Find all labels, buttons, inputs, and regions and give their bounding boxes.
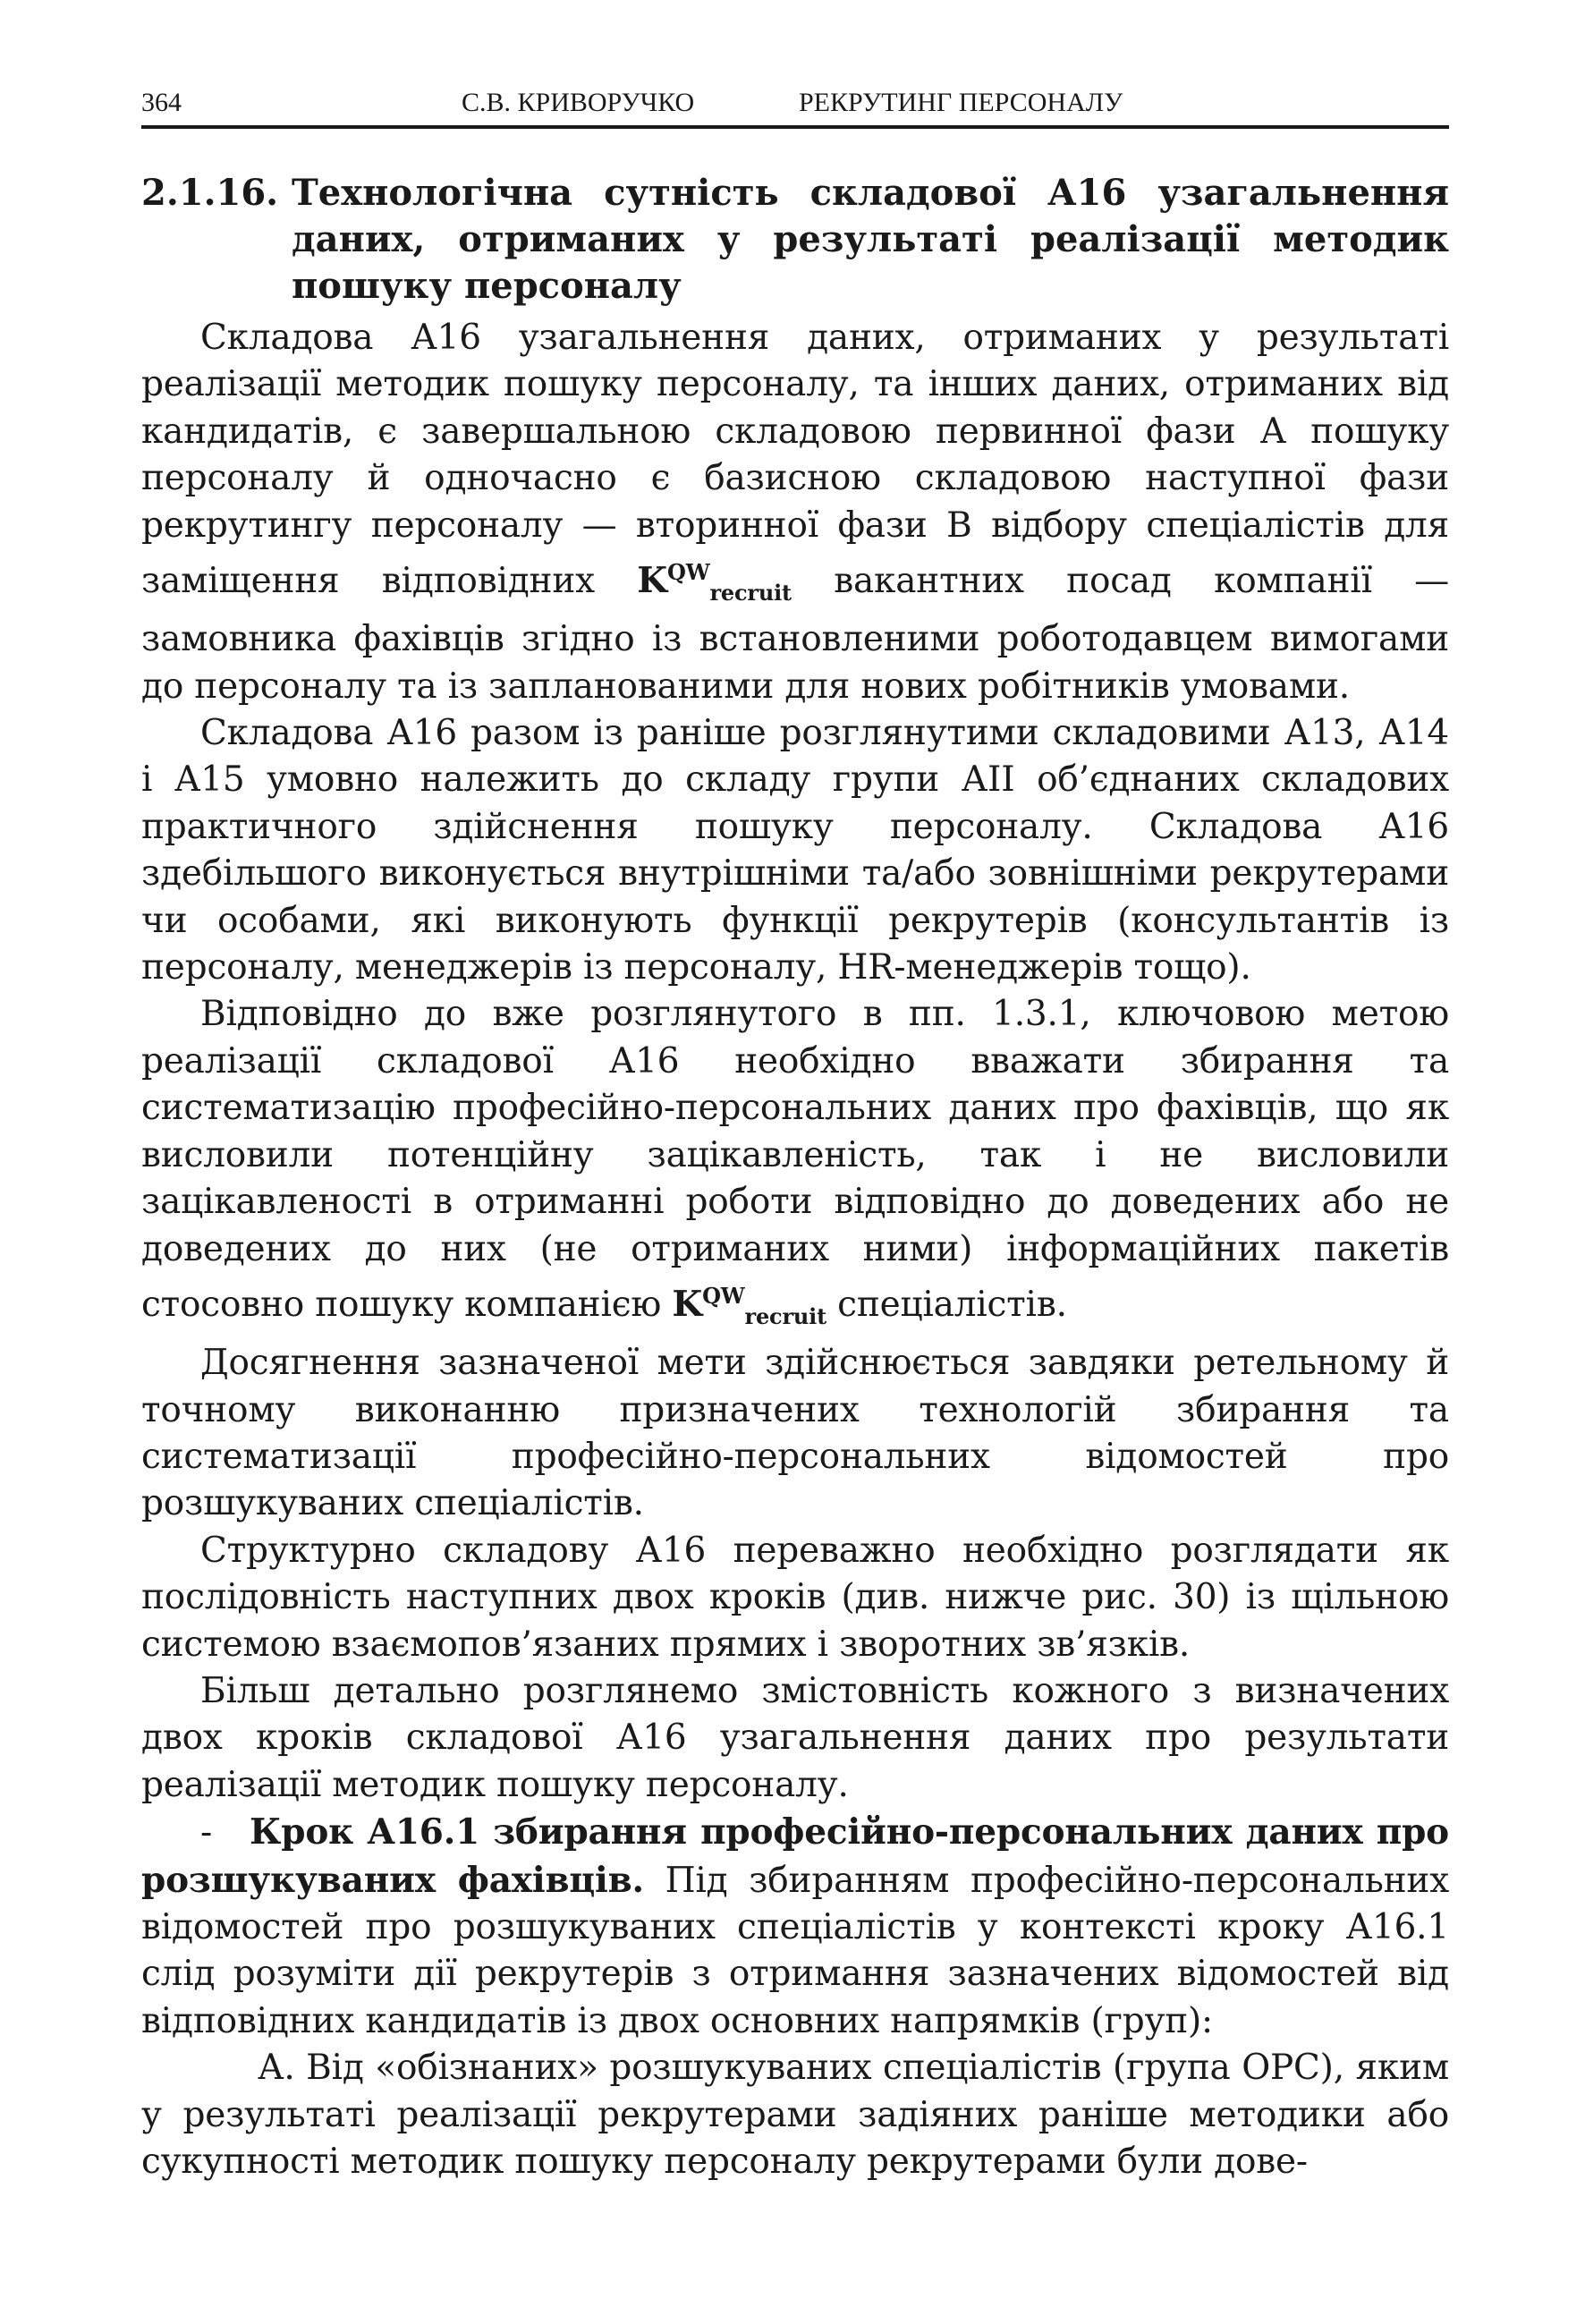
symbol-sub: recruit <box>744 1302 826 1329</box>
paragraph-6: Більш детально розглянемо змістовність кожного з визначених двох кроків складової А16 узагальнення даних про результати реалізації методик пошуку персоналу. <box>141 1670 1449 1805</box>
header-book-title: РЕКРУТИНГ ПЕРСОНАЛУ <box>799 88 1123 117</box>
paragraph-3 <box>141 991 1449 1340</box>
symbol-sup: QW <box>702 1282 745 1309</box>
paragraph-8: А. Від «обізнаних» розшукуваних спеціалістів (група ОРС), яким у результаті реалізації рекрутерами задіяних раніше методики або сукупності методик пошуку персоналу рекрутерами були дове- <box>141 2048 1449 2183</box>
symbol-sup: QW <box>666 559 710 586</box>
step-a16-1-title: Крок А16.1 збирання професійно-персональних даних про розшукуваних фахівців. <box>141 1811 1449 1901</box>
paragraph-1-part-a: Складова А16 узагальнення даних, отриманих у результаті реалізації методик пошуку персоналу, та інших даних, отриманих від кандидатів, є завершальною складовою первинної фази А пошуку персоналу й одночасно є базисною складовою наступної фази рекрутингу персоналу — вторинної фази В відбору спеціалістів для заміщення відповідних <box>141 318 1449 602</box>
page-number: 364 <box>141 88 182 117</box>
symbol-sub: recruit <box>709 579 792 606</box>
k-recruit-symbol <box>672 1282 826 1329</box>
symbol-base: K <box>672 1283 703 1325</box>
k-recruit-symbol <box>637 559 792 606</box>
paragraph-1 <box>141 315 1449 710</box>
list-dash: - <box>200 1812 212 1853</box>
paragraph-5: Структурно складову А16 переважно необхідно розглядати як послідовність наступних двох кроків (див. нижче рис. 30) із щільною системою взаємопов’язаних прямих і зворотних зв’язків. <box>141 1530 1449 1665</box>
symbol-base: K <box>637 560 667 602</box>
running-header <box>141 86 1449 129</box>
paragraph-3-part-b: спеціалістів. <box>837 1284 1067 1325</box>
section-title: Технологічна сутність складової А16 узагальнення даних, отриманих у результаті реалізації методик пошуку персоналу <box>292 172 1449 307</box>
header-author: С.В. КРИВОРУЧКО <box>462 88 695 117</box>
paragraph-7 <box>141 1809 1449 2045</box>
paragraph-2: Складова А16 разом із раніше розглянутими складовими А13, А14 і А15 умовно належить до складу групи АII об’єднаних складових практичного здійснення пошуку персоналу. Складова А16 здебільшого виконується внутрішніми та/або зовнішніми рекрутерами чи особами, які виконують функції рекрутерів (консультантів із персоналу, менеджерів із персоналу, HR-менеджерів тощо). <box>141 713 1449 988</box>
section-number: 2.1.16. <box>141 172 279 214</box>
body-text <box>141 315 1449 2185</box>
paragraph-1-part-b: вакантних посад компанії — замовника фахівців згідно із встановленими роботодавцем вимогами до персоналу та із запланованими для нових робітників умовами. <box>141 561 1449 707</box>
paragraph-4: Досягнення зазначеної мети здійснюється завдяки ретельному й точному виконанню призначених технологій збирання та систематизації професійно-персональних відомостей про розшукуваних спеціалістів. <box>141 1343 1449 1524</box>
section-heading <box>141 170 1449 310</box>
step-a16-1-text: Під збиранням професійно-персональних відомостей про розшукуваних спеціалістів у контексті кроку А16.1 слід розуміти дії рекрутерів з отримання зазначених відомостей від відповідних кандидатів із двох основних напрямків (груп): <box>141 1860 1449 2041</box>
paragraph-3-part-a: Відповідно до вже розглянутого в пп. 1.3.1, ключовою метою реалізації складової А16 необхідно вважати збирання та систематизацію професійно-персональних даних про фахівців, що як висловили потенційну зацікавленість, так і не висловили зацікавленості в отриманні роботи відповідно до доведених або не доведених до них (не отриманих ними) інформаційних пакетів стосовно пошуку компанією <box>141 994 1449 1325</box>
